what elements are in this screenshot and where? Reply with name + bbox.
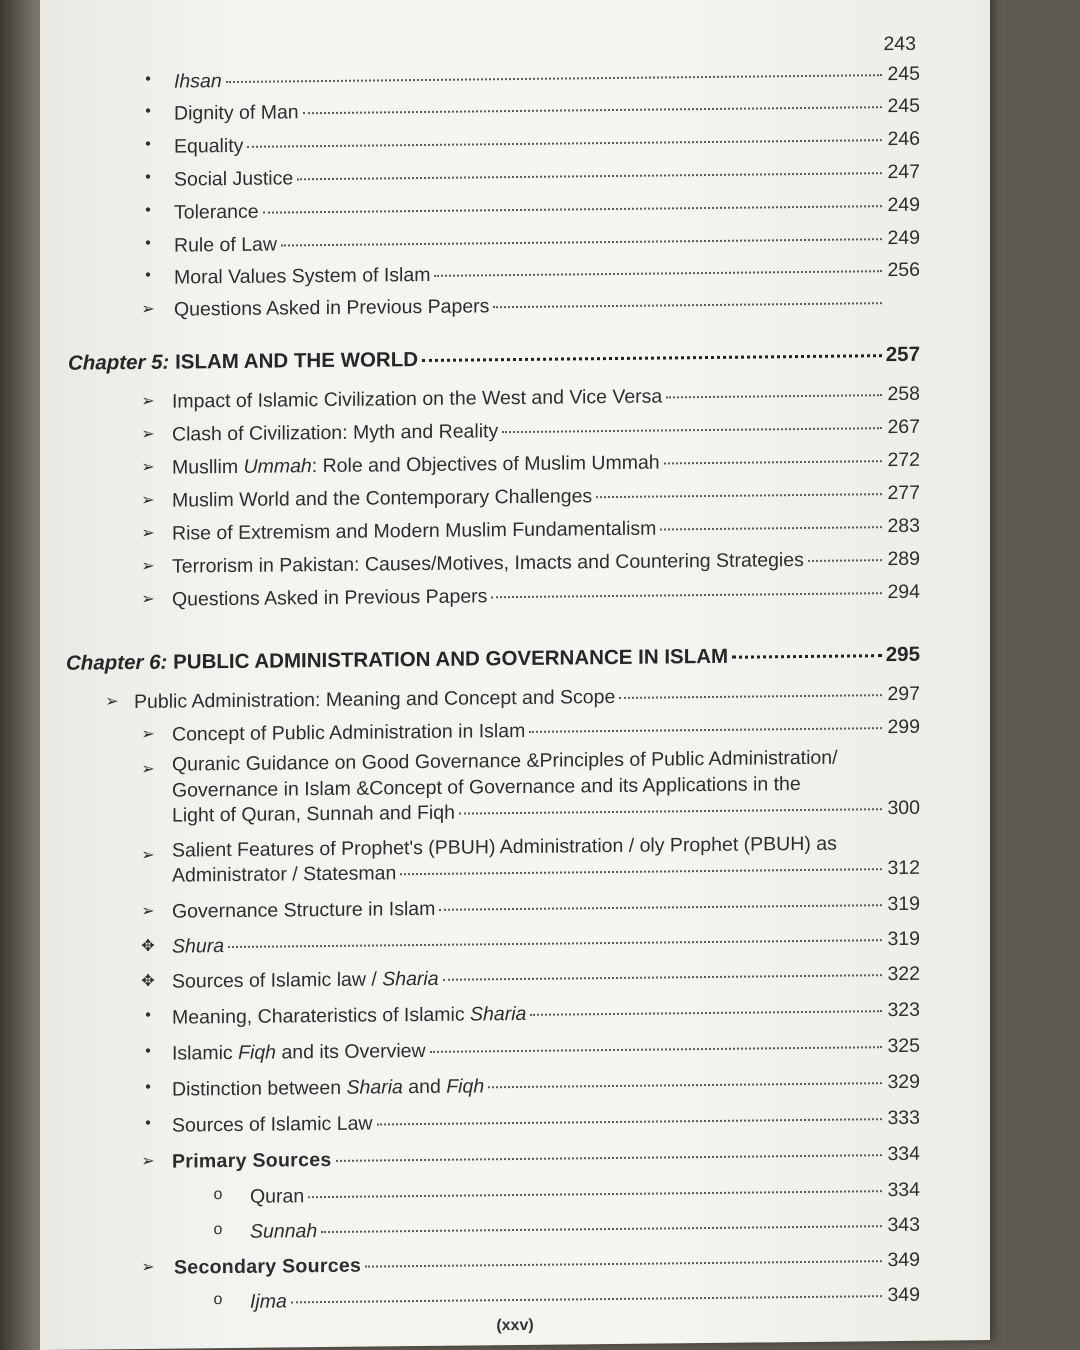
arrow-bullet-icon: ➢ [141,760,155,778]
bullet-icon: • [145,1006,151,1024]
dot-leader [430,1046,882,1053]
entry-title: Muslim World and the Contemporary Challenges [172,485,593,512]
dot-leader [377,1118,883,1125]
circle-bullet-icon: o [213,1186,223,1204]
entry-title: Sources of Islamic Law [172,1112,373,1137]
entry-title: Equality [174,134,244,158]
toc-entry[interactable] [172,449,920,480]
dot-leader [666,394,882,398]
toc-row [40,1178,990,1208]
toc-row [40,94,990,125]
entry-title: Questions Asked in Previous Papers [172,585,488,611]
chapter-label: Chapter 6: [66,650,168,675]
toc-row [40,193,990,224]
dot-leader [596,493,882,498]
entry-title: Clash of Civilization: Myth and Reality [172,420,499,446]
page-number: 283 [887,514,920,538]
dot-leader [228,939,882,948]
circle-bullet-icon: o [213,1291,223,1309]
dot-leader [732,654,882,659]
toc-row [40,160,990,191]
diamond-bullet-icon: ✥ [141,937,155,955]
dot-leader [263,205,882,213]
toc-row [40,448,990,479]
toc-entry[interactable] [172,893,920,924]
toc-entry[interactable] [174,227,920,258]
entry-title: Sunnah [250,1220,318,1243]
bullet-icon: • [145,1078,151,1096]
bullet-icon: • [145,135,151,153]
toc-entry[interactable] [172,581,920,612]
page-number: 329 [887,1070,920,1094]
dot-leader [303,106,882,114]
entry-title: Rise of Extremism and Modern Muslim Fundamentalism [172,517,657,545]
page-number: 294 [887,580,920,604]
dot-leader [365,1260,882,1267]
page-number: 246 [887,127,920,151]
page-number: 349 [887,1283,920,1307]
dot-leader [660,526,882,530]
page-number: 349 [887,1248,920,1272]
entry-title: Questions Asked in Previous Papers [174,295,490,321]
bullet-icon: • [145,1114,151,1132]
toc-entry[interactable] [172,548,920,579]
arrow-bullet-icon: ➢ [141,557,155,575]
toc-row [40,1106,990,1137]
page-number: 257 [885,342,920,367]
dot-leader [443,974,882,981]
toc-entry[interactable] [172,1071,920,1102]
page-number: 245 [887,94,920,118]
arrow-bullet-icon: ➢ [105,693,119,711]
dot-leader [336,1154,882,1162]
toc-entry[interactable] [172,999,920,1030]
toc-entry[interactable] [174,161,920,192]
diamond-bullet-icon: ✥ [141,972,155,990]
entry-title: Quran [250,1185,305,1208]
arrow-bullet-icon: ➢ [141,300,155,318]
page-number: 333 [887,1106,920,1130]
arrow-bullet-icon: ➢ [141,1152,155,1170]
chapter-label: Chapter 5: [68,350,170,375]
toc-entry[interactable] [172,515,920,546]
page-number: 297 [887,682,920,706]
toc-row [40,514,990,545]
toc-row [40,62,990,93]
dot-leader [488,1082,882,1088]
entry-title: Meaning, Charateristics of Islamic Sharia [172,1002,527,1029]
arrow-bullet-icon: ➢ [141,491,155,509]
entry-title: Ijma [250,1290,287,1313]
page-number: 319 [887,892,920,916]
entry-title: Light of Quran, Sunnah and Fiqh [172,801,455,827]
dot-leader [434,270,882,277]
page-number: 300 [887,796,920,820]
toc-row [40,415,990,446]
toc-entry[interactable] [172,1107,920,1138]
toc-entry[interactable] [172,963,920,994]
toc-entry[interactable] [172,716,920,747]
arrow-bullet-icon: ➢ [141,1258,155,1276]
toc-row [40,1070,990,1101]
dot-leader [502,427,882,433]
dot-leader [281,238,882,246]
toc-row [40,382,990,413]
dot-leader [664,460,882,464]
dot-leader [619,694,882,699]
dot-leader [439,904,882,911]
chapter-heading [40,342,990,375]
page-footer-number: (xxv) [496,1316,534,1335]
entry-title: Terrorism in Pakistan: Causes/Motives, Imacts and Countering Strategies [172,549,804,578]
chapter-6-entry[interactable] [66,643,920,676]
toc-row [40,1283,990,1313]
entry-title: Islamic Fiqh and its Overview [172,1039,426,1065]
toc-row [40,547,990,578]
toc-row [40,226,990,257]
bullet-icon: • [145,70,151,88]
toc-row [40,1248,990,1279]
page-number: 277 [887,481,920,505]
entry-title: Secondary Sources [174,1254,362,1279]
dot-leader [400,868,882,875]
entry-title: Ihsan [174,70,222,93]
toc-row [40,1034,990,1065]
page-number: 295 [885,642,920,667]
entry-title-line[interactable]: Quranic Guidance on Good Governance &Principles of Public Administration/ [172,746,838,776]
toc-entry[interactable] [174,128,920,159]
toc-row [40,892,990,923]
bullet-icon: • [145,234,151,252]
toc-row [40,258,990,289]
entry-title: Public Administration: Meaning and Concept and Scope [134,685,616,714]
toc-entry[interactable] [250,1179,920,1209]
arrow-bullet-icon: ➢ [141,425,155,443]
page-number: 256 [887,258,920,282]
toc-row [40,290,990,321]
page-number: 299 [887,715,920,739]
dot-leader [308,1190,882,1198]
dot-leader [291,1295,882,1303]
page-number: 322 [887,962,920,986]
page-number: 334 [887,1178,920,1202]
page-number: 245 [887,62,920,86]
chapter-title: PUBLIC ADMINISTRATION AND GOVERNANCE IN ISLAM [173,644,729,674]
bullet-icon: • [145,168,151,186]
toc-row [40,1142,990,1173]
toc-entry[interactable] [134,683,920,714]
bullet-icon: • [145,1042,151,1060]
toc-row [40,927,990,958]
chapter-title: ISLAM AND THE WORLD [175,348,419,374]
dot-leader [529,727,882,733]
entry-title: Rule of Law [174,233,277,257]
dot-leader [808,559,882,562]
entry-title-line[interactable]: Salient Features of Prophet's (PBUH) Administration / oly Prophet (PBUH) as [172,832,837,862]
arrow-bullet-icon: ➢ [141,902,155,920]
page-number: 267 [887,415,920,439]
toc-entry[interactable] [174,95,920,126]
entry-title: Shura [172,935,225,958]
page-number: 247 [887,160,920,184]
toc-entry[interactable] [174,291,920,322]
toc-entry[interactable] [172,482,920,513]
arrow-bullet-icon: ➢ [141,392,155,410]
toc-page [40,0,990,1350]
dot-leader [247,139,882,148]
toc-entry[interactable] [172,1143,920,1174]
toc-row [40,32,990,56]
entry-title: Sources of Islamic law / Sharia [172,967,439,993]
page-number: 289 [887,547,920,571]
dot-leader [491,592,882,598]
toc-entry[interactable] [172,1035,920,1066]
entry-title: Primary Sources [172,1148,332,1173]
entry-title: Tolerance [174,200,259,224]
arrow-bullet-icon: ➢ [141,458,155,476]
dot-leader [321,1225,882,1233]
dot-leader [459,808,882,814]
entry-title: Concept of Public Administration in Islam [172,719,526,746]
bullet-icon: • [145,102,151,120]
toc-row [40,682,990,714]
entry-title: Musllim Ummah: Role and Objectives of Muslim Ummah [172,451,660,479]
page-number: 249 [887,226,920,250]
arrow-bullet-icon: ➢ [141,846,155,864]
toc-row [40,962,990,993]
chapter-heading [40,642,990,675]
toc-row [40,1213,990,1243]
page-number: 325 [887,1034,920,1058]
toc-entry[interactable] [250,1284,920,1314]
arrow-bullet-icon: ➢ [141,725,155,743]
entry-title-line[interactable]: Governance in Islam &Concept of Governance and its Applications in the [172,773,801,802]
toc-entry[interactable] [174,1249,920,1280]
bullet-icon: • [145,201,151,219]
toc-entry[interactable] [172,928,920,959]
page-number: 249 [887,193,920,217]
toc-row [40,998,990,1029]
toc-row [40,127,990,158]
entry-title: Social Justice [174,167,294,191]
arrow-bullet-icon: ➢ [141,524,155,542]
toc-entry[interactable] [172,416,920,447]
entry-title: Moral Values System of Islam [174,263,431,289]
arrow-bullet-icon: ➢ [141,590,155,608]
page-number: 272 [887,448,920,472]
toc-entry[interactable] [174,194,920,225]
dot-leader [297,172,882,180]
page-number: 312 [887,856,920,880]
page-number: 258 [887,382,920,406]
page-number: 243 [883,32,916,56]
circle-bullet-icon: o [213,1221,223,1239]
page-number: 323 [887,998,920,1022]
toc-entry[interactable] [174,63,920,94]
entry-title: Dignity of Man [174,101,299,125]
page-number: 319 [887,927,920,951]
dot-leader [493,302,882,308]
toc-entry[interactable] [250,1214,920,1244]
toc-entry[interactable] [174,259,920,290]
dot-leader [422,354,882,362]
entry-title: Governance Structure in Islam [172,897,436,923]
entry-title: Administrator / Statesman [172,862,397,887]
entry-title: Distinction between Sharia and Fiqh [172,1075,485,1101]
bullet-icon: • [145,266,151,284]
page-number: 343 [887,1213,920,1237]
toc-row [40,715,990,746]
toc-row [40,481,990,512]
page-number: 334 [887,1142,920,1166]
entry-title: Impact of Islamic Civilization on the West and Vice Versa [172,385,663,413]
toc-row [40,580,990,611]
dot-leader [530,1010,882,1016]
toc-entry[interactable] [172,383,920,414]
chapter-5-entry[interactable] [68,343,920,376]
dot-leader [226,74,882,83]
